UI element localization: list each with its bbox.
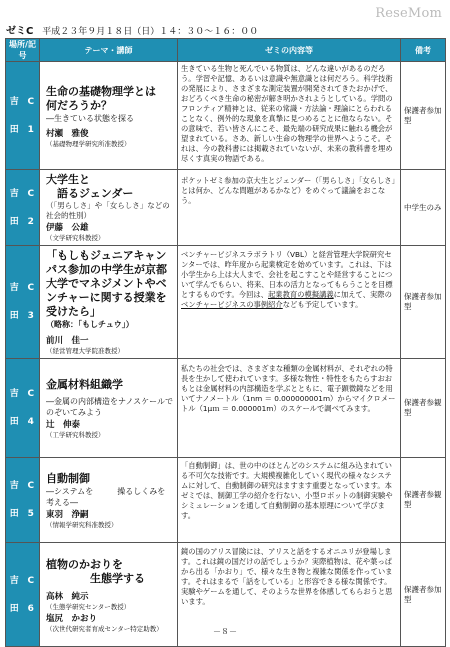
theme-cell	[40, 170, 178, 246]
theme-subtitle: ―システムを 操るしくみを考える―	[46, 487, 166, 507]
lecturer-name: 前川 佳一	[46, 336, 89, 346]
col-header-place: 場所/記号	[6, 39, 40, 62]
lecturer-name: 辻 伸泰	[46, 420, 81, 430]
note-cell: 保護者参加型	[401, 62, 446, 170]
place-char: 吉	[9, 389, 19, 399]
theme-title: 金属材料組織学	[46, 378, 124, 391]
lecturer-affiliation: （生態学研究センター教授）	[46, 602, 131, 611]
table-row	[6, 458, 446, 543]
code-char: C	[27, 188, 35, 199]
place-cell	[6, 359, 23, 458]
col-header-theme: テーマ・講師	[40, 39, 178, 62]
theme-cell	[40, 458, 178, 543]
lecturer-name: 東羽 浄嗣	[46, 510, 89, 520]
zemi-label: ゼミC	[6, 26, 34, 37]
code-char: 2	[27, 216, 34, 227]
place-cell	[6, 62, 23, 170]
content-cell	[178, 246, 401, 359]
code-char: 6	[27, 603, 34, 614]
lecturer-affiliation: （情報学研究科准教授）	[46, 521, 118, 529]
content-cell: 鏡の国のアリス冒険には、アリスと話をするオニユリが登場します。これは鏡の国だけの話でしょうか？実際植物は、花や葉っぱから出る「かおり」で、様々な生き物と複雑な関係を作っています。それはまるで「話をしている」と形容できる様な関係です。実験やゲームを通して、そのような世界を体感してもらおうと思います。	[178, 543, 401, 647]
note-cell: 保護者参加型	[401, 246, 446, 359]
table-row	[6, 246, 446, 359]
place-char: 田	[9, 603, 19, 614]
note-cell: 中学生のみ	[401, 170, 446, 246]
lecturer-affiliation: （経営管理大学院准教授）	[46, 347, 125, 355]
theme-title: 生命の基礎物理学とは	[46, 84, 157, 98]
table-header-row	[6, 39, 446, 62]
code-cell	[23, 458, 40, 543]
col-header-note: 備考	[401, 39, 446, 62]
lecturer-affiliation: （基礎物理学研究所准教授）	[46, 139, 131, 148]
place-char: 吉	[9, 575, 19, 586]
page-header	[6, 22, 258, 37]
content-text: なども予定しています。	[282, 300, 363, 309]
seminar-table	[5, 38, 446, 647]
content-text-underlined: ベンチャービジネスの事例紹介	[181, 300, 283, 309]
theme-subtitle: ―金属の内部構造をナノスケールでのぞいてみよう	[46, 397, 173, 417]
table-row	[6, 359, 446, 458]
note-cell: 保護者参加型	[401, 543, 446, 647]
place-char: 田	[9, 216, 19, 227]
place-cell	[6, 170, 23, 246]
content-cell: 私たちの社会では、さまざまな種類の金属材料が、それぞれの特長を生かして使われています。多様な物性・特性をもたらすおおもとは金属材料の内部構造を学ぶとともに、電子顕微鏡などを用いてナノメートル（1nm ＝ 0.000000001m）からマイクロメートル（1μｍ ＝ 0.000001m）のスケールで調べてみます。	[178, 359, 401, 458]
content-text: に加えて、実際の	[333, 290, 392, 299]
content-cell: 生きている生物と死んでいる物質は、どんな違いがあるのだろう。学習や記憶、あるいは意識や無意識とは何だろう。科学技術の発展により、さまざまな測定装置が開発されてきたおかげで、おどろくべき生命の秘密が解き明かされようとしている。学問のフロンティア精神とは、従来の常識・方法論・理論にとらわれることなく、例外的な現象を真摯に見つめることに他ならない。その意味で、若い皆さんにこそ、最先端の研究成果に触れる機会が望まれている。さあ、新しい生命の物理学の世界へようこそ。それは、今の教科書には掲載されていないが、未来の教科書を埋め尽くす真実の物語である。	[178, 62, 401, 170]
code-cell	[23, 246, 40, 359]
lecturer-name: 村瀬 雅俊	[46, 128, 89, 139]
lecturer-name: 塩尻 かおり	[46, 613, 98, 624]
content-cell: ポケットゼミ参加の京大生とジェンダー（「男らしさ」「女らしさ」とは何か、どんな問題があるかなど）をめぐって議論をおこなう。	[178, 170, 401, 246]
code-char: 1	[27, 124, 34, 135]
table-row	[6, 170, 446, 246]
place-char: 田	[9, 311, 19, 321]
col-header-content: ゼミの内容等	[178, 39, 401, 62]
place-cell	[6, 458, 23, 543]
place-char: 田	[9, 124, 19, 135]
theme-title: 何だろうか？	[46, 98, 113, 112]
event-datetime: 平成２３年９月１８日（日）１４：３０～１６：００	[42, 27, 259, 37]
lecturer-name: 伊藤 公雄	[46, 223, 89, 233]
code-char: C	[27, 389, 35, 399]
page-number: －８－	[213, 627, 237, 636]
theme-cell	[40, 359, 178, 458]
theme-title: 語るジェンダー	[46, 187, 134, 200]
code-char: C	[27, 481, 35, 491]
content-cell: 「自動制御」は、世の中のほとんどのシステムに組み込まれている不可欠な技術です。大規模複雑化していく現代の様々なシステムに対して、自動制御の研究はますます重要となっています。本ゼミでは、制御工学の紹介を行ない、小型ロボットの制御実験やシミュレーションを通して自動制御の基本原理について学びます。	[178, 458, 401, 543]
code-char: C	[27, 96, 35, 107]
code-char: 3	[27, 311, 34, 321]
lecturer-affiliation: （次世代研究者育成センター特定助教）	[46, 624, 163, 633]
code-cell	[23, 170, 40, 246]
code-char: 4	[27, 417, 34, 427]
place-char: 吉	[9, 481, 19, 491]
place-char: 吉	[9, 188, 19, 199]
theme-cell	[40, 62, 178, 170]
table-row	[6, 62, 446, 170]
lecturer-affiliation: （工学研究科教授）	[46, 431, 105, 439]
content-text: ベンチャービジネスラボラトリ（VBL）と経営管理大学院研究センターでは、昨年度から起業検定を始めています。これは、下は小学生から上は大人まで、会社を起こすことや経営することについて学んでもらい、将来、日本の活力となってもらうことを目標とするものです。今回は、	[181, 250, 393, 299]
note-cell: 保護者参観型	[401, 359, 446, 458]
code-char: 5	[27, 509, 34, 519]
theme-title: 大学生と	[46, 173, 91, 186]
theme-title: 「もしもジュニアキャンパス参加の中学生が京都大学でマネジメントやベンチャーに関する授業を受けたら」	[46, 249, 168, 318]
place-cell	[6, 246, 23, 359]
code-char: C	[27, 283, 35, 293]
place-char: 吉	[9, 283, 19, 293]
code-cell	[23, 62, 40, 170]
resemom-logo: ReseMom	[375, 6, 442, 21]
theme-title: 自動制御	[46, 472, 91, 485]
place-char: 田	[9, 509, 19, 519]
theme-subtitle: （略称：「もしチュウ」）	[46, 320, 134, 329]
place-char: 吉	[9, 96, 19, 107]
code-cell	[23, 359, 40, 458]
note-cell: 保護者参観型	[401, 458, 446, 543]
lecturer-name: 高林 純示	[46, 591, 89, 602]
theme-cell	[40, 246, 178, 359]
lecturer-affiliation: （文学研究科教授）	[46, 234, 105, 242]
theme-subtitle: （「男らしさ」や「女らしさ」などの社会的性別）	[46, 201, 170, 220]
theme-title: 植物のかおりを	[46, 557, 124, 571]
place-char: 田	[9, 417, 19, 427]
theme-title: 生態学する	[46, 571, 146, 585]
code-char: C	[27, 575, 35, 586]
content-text-underlined: 起業教育の模擬講義	[268, 290, 334, 299]
theme-subtitle: ―生きている状態を探る	[46, 113, 135, 123]
